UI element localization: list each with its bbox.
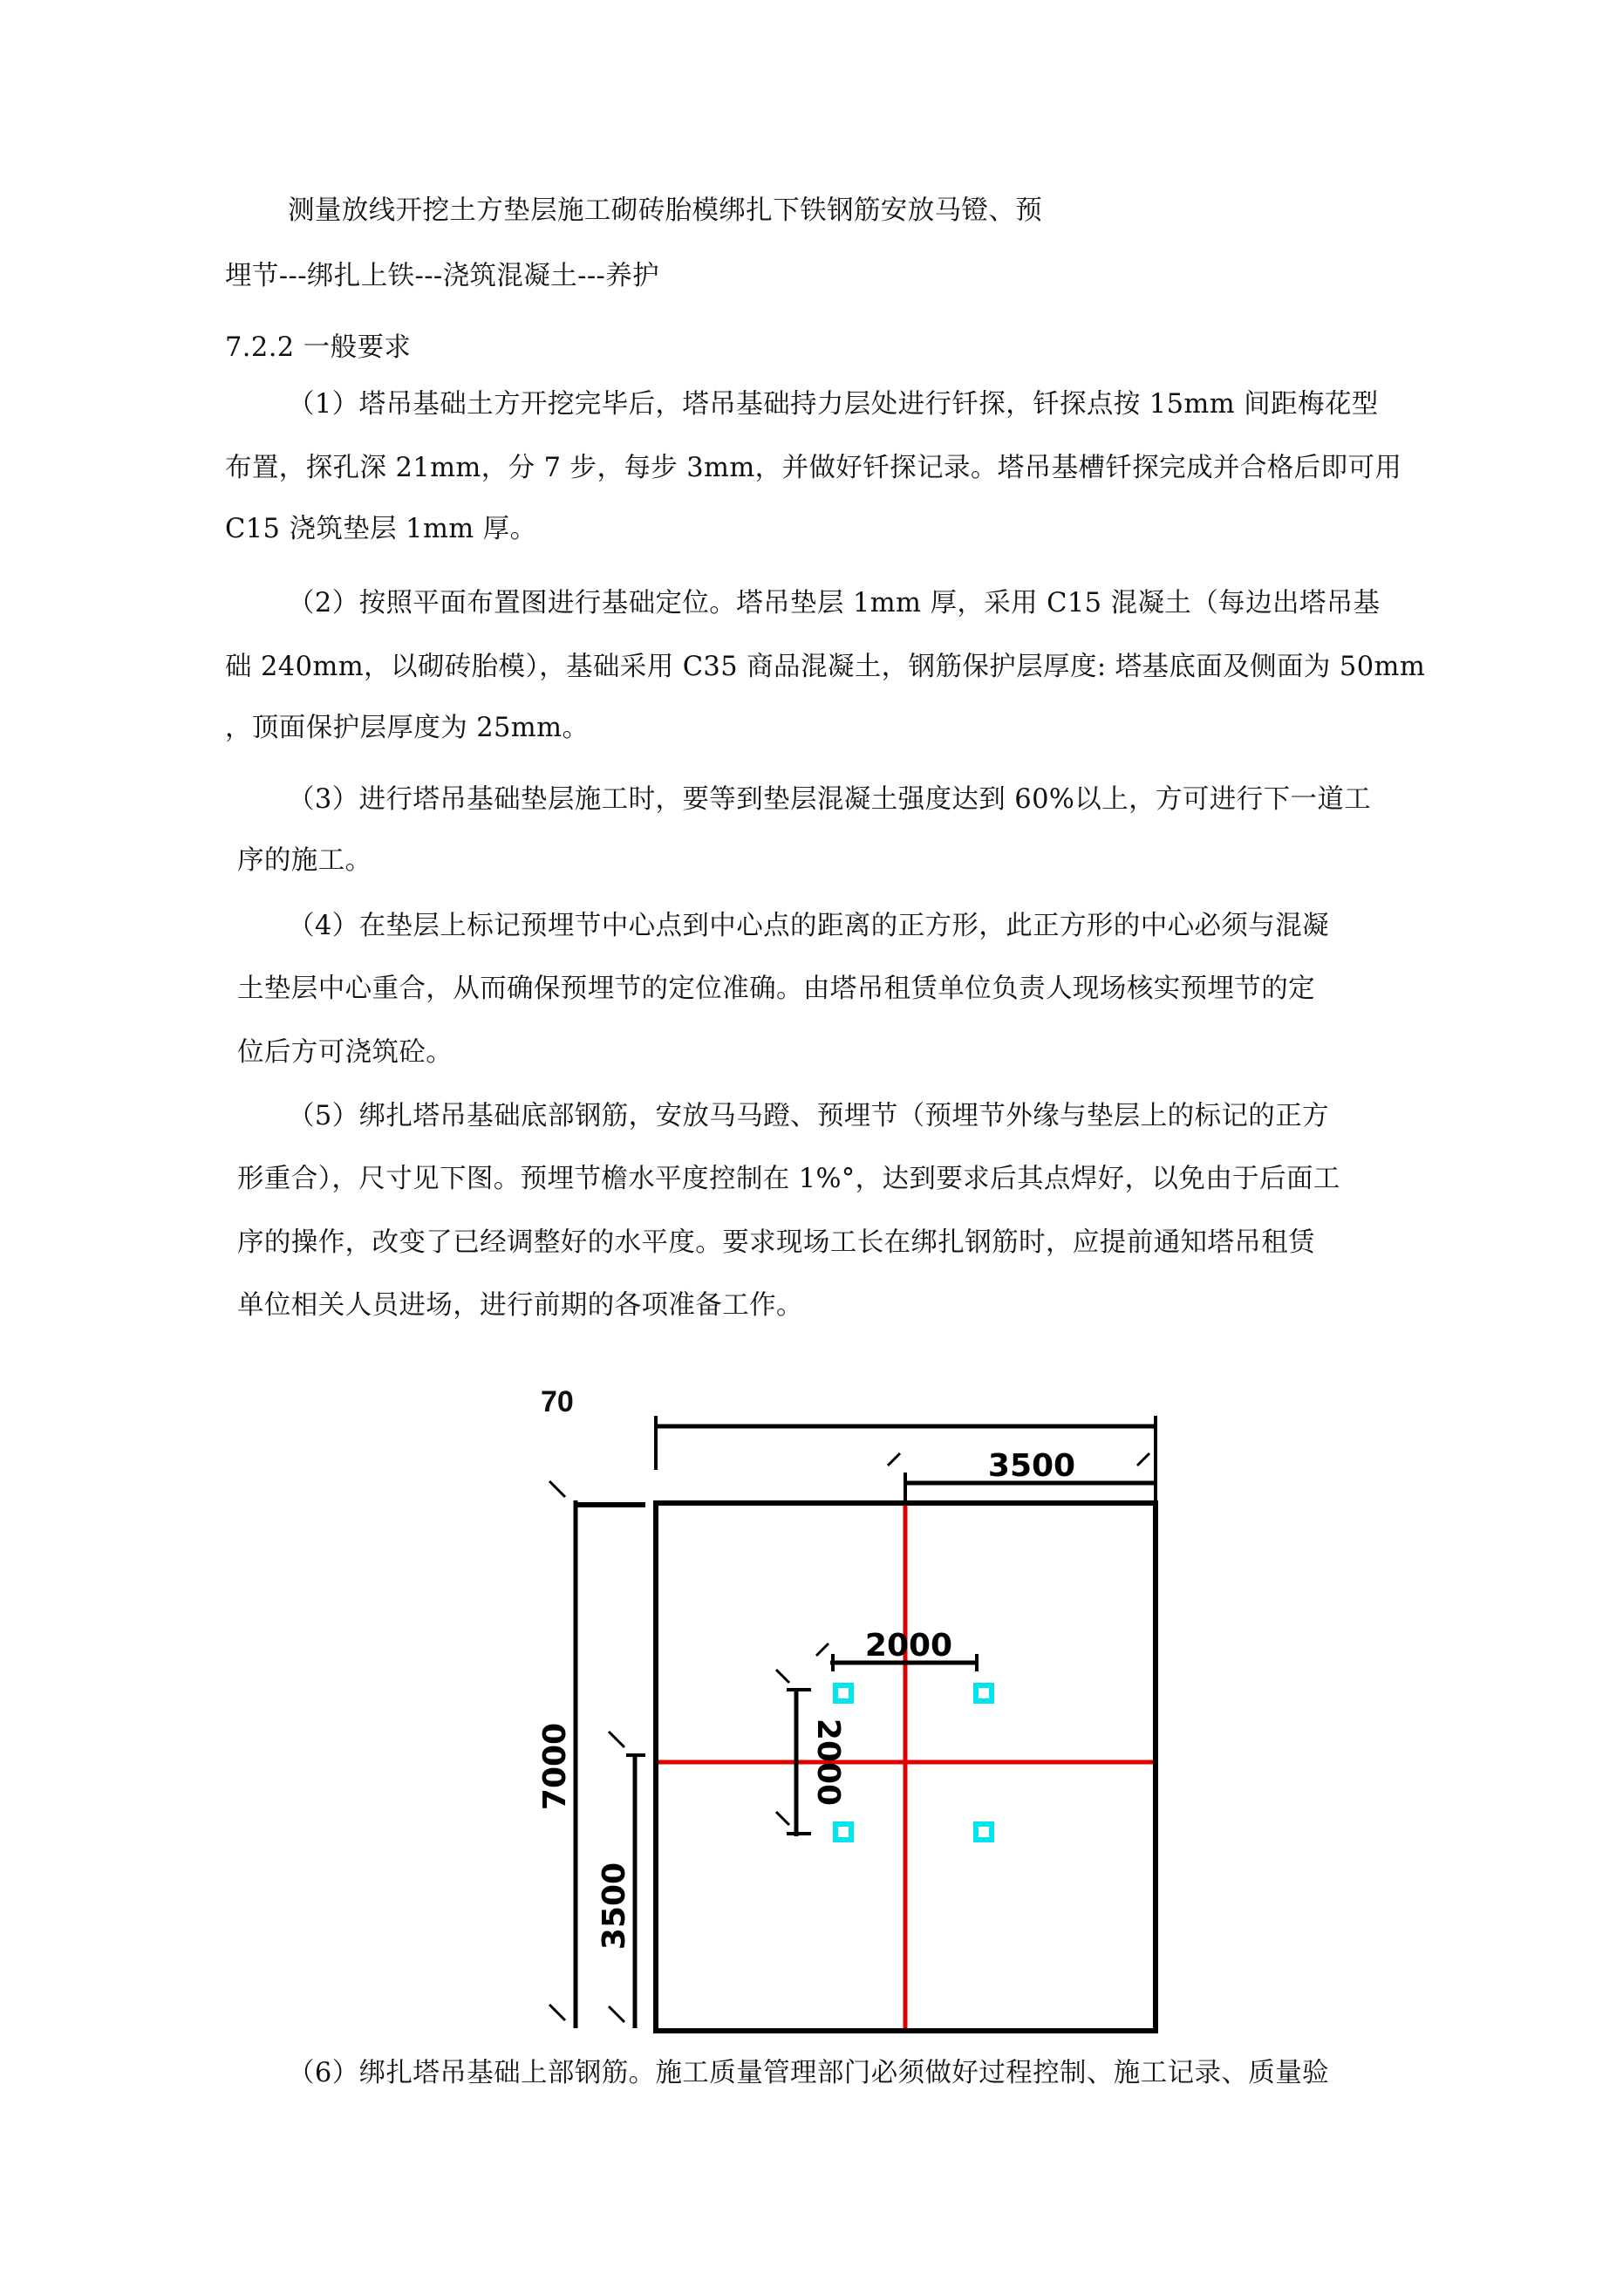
anchor-point-top-right	[976, 1685, 992, 1701]
tick-left-top	[549, 1481, 565, 1497]
paragraph-process-line-1: 测量放线开挖土方垫层施工砌砖胎模绑扎下铁钢筋安放马镫、预	[288, 195, 1043, 226]
tick-left-half-top	[609, 1732, 624, 1747]
paragraph-1-line-1: （1）塔吊基础土方开挖完毕后，塔吊基础持力层处进行钎探，钎探点按 15mm 间距梅花型	[288, 389, 1379, 420]
paragraph-process-line-2: 埋节---绑扎上铁---浇筑混凝土---养护	[225, 261, 660, 291]
paragraph-1-line-2: 布置，探孔深 21mm，分 7 步，每步 3mm，并做好钎探记录。塔吊基槽钎探完成并合格后即可用	[225, 453, 1402, 483]
tick-anchor-horizontal-left	[816, 1643, 829, 1656]
drawing-corner-label: 70	[541, 1385, 574, 1418]
tick-left-half-bottom	[609, 2006, 624, 2022]
anchor-point-top-left	[835, 1685, 851, 1701]
tick-top-half-left	[888, 1453, 900, 1466]
dim-left-half-label: 3500	[597, 1862, 632, 1951]
tick-anchor-vertical-top	[776, 1670, 789, 1683]
paragraph-5-line-3: 序的操作，改变了已经调整好的水平度。要求现场工长在绑扎钢筋时，应提前通知塔吊租赁	[237, 1227, 1315, 1258]
paragraph-5-line-2: 形重合），尺寸见下图。预埋节檐水平度控制在 1%°，达到要求后其点焊好，以免由于后面工	[237, 1164, 1340, 1194]
paragraph-4-line-1: （4）在垫层上标记预埋节中心点到中心点的距离的正方形，此正方形的中心必须与混凝	[288, 911, 1330, 941]
tick-top-half-right	[1137, 1453, 1149, 1466]
tick-left-bottom	[549, 2005, 565, 2020]
paragraph-2-line-2: 础 240mm，以砌砖胎模），基础采用 C35 商品混凝土，钢筋保护层厚度: 塔基底面及侧面为 50mm	[225, 652, 1426, 682]
anchor-point-bottom-left	[835, 1824, 851, 1840]
dim-anchor-vertical-label: 2000	[810, 1718, 846, 1807]
foundation-plan-drawing	[523, 1378, 1169, 2041]
dim-top-half-label: 3500	[987, 1448, 1076, 1484]
paragraph-5-line-1: （5）绑扎塔吊基础底部钢筋，安放马马蹬、预埋节（预埋节外缘与垫层上的标记的正方	[288, 1101, 1330, 1131]
anchor-point-bottom-right	[976, 1824, 992, 1840]
paragraph-5-line-4: 单位相关人员进场，进行前期的各项准备工作。	[237, 1290, 803, 1321]
paragraph-2-line-3: ，顶面保护层厚度为 25mm。	[225, 713, 590, 743]
section-heading: 7.2.2 一般要求	[225, 332, 412, 363]
tick-anchor-vertical-bottom	[776, 1812, 789, 1825]
paragraph-1-line-3: C15 浇筑垫层 1mm 厚。	[225, 514, 537, 544]
paragraph-6-line-1: （6）绑扎塔吊基础上部钢筋。施工质量管理部门必须做好过程控制、施工记录、质量验	[288, 2058, 1330, 2088]
paragraph-2-line-1: （2）按照平面布置图进行基础定位。塔吊垫层 1mm 厚，采用 C15 混凝土（每边出塔吊基	[288, 588, 1381, 618]
paragraph-4-line-2: 土垫层中心重合，从而确保预埋节的定位准确。由塔吊租赁单位负责人现场核实预埋节的定	[237, 974, 1315, 1004]
paragraph-3-line-1: （3）进行塔吊基础垫层施工时，要等到垫层混凝土强度达到 60%以上，方可进行下一道工	[288, 784, 1372, 815]
dim-anchor-horizontal-label: 2000	[864, 1628, 953, 1664]
paragraph-3-line-2: 序的施工。	[237, 845, 372, 876]
paragraph-4-line-3: 位后方可浇筑砼。	[237, 1037, 453, 1068]
dim-left-full-label: 7000	[537, 1722, 573, 1811]
